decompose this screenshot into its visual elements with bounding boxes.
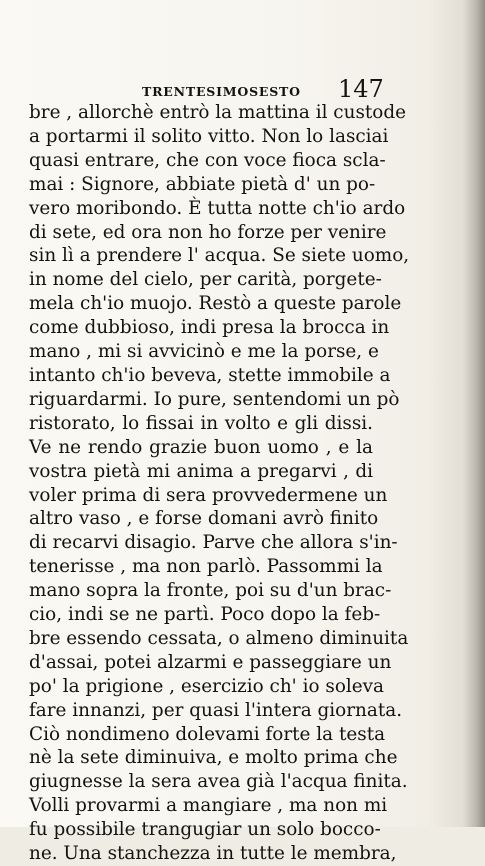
- text-line: tenerisse , ma non parlò. Passommi la: [29, 556, 383, 578]
- text-line: mano , mi si avvicinò e me la porse, e: [29, 341, 379, 363]
- text-line: quasi entrare, che con voce fioca scla-: [29, 149, 386, 171]
- text-line: ristorato, lo fissai in volto e gli dissi.: [29, 412, 373, 434]
- running-head: TRENTESIMOSESTO: [142, 84, 301, 99]
- text-line: in nome del cielo, per carità, porgete-: [29, 269, 382, 291]
- page-number: 147: [338, 75, 384, 103]
- text-line: altro vaso , e forse domani avrò finito: [29, 508, 379, 530]
- text-line: voler prima di sera provvedermene un: [29, 484, 388, 506]
- text-line: d'assai, potei alzarmi e passeggiare un: [29, 651, 392, 673]
- text-line: Ve ne rendo grazie buon uomo , e la: [29, 436, 373, 458]
- text-line: bre , allorchè entrò la mattina il custode: [29, 102, 406, 123]
- text-line: riguardarmi. Io pure, sentendomi un pò: [29, 388, 400, 410]
- text-line: nè la sete diminuiva, e molto prima che: [29, 747, 398, 769]
- text-line: ne. Una stanchezza in tutte le membra,: [29, 843, 397, 865]
- text-line: mela ch'io muojo. Restò a queste parole: [29, 293, 402, 315]
- text-line: come dubbioso, indi presa la brocca in: [29, 317, 390, 339]
- text-line: giugnesse la sera avea già l'acqua finita.: [29, 771, 408, 793]
- text-line: vero moribondo. È tutta notte ch'io ardo: [29, 197, 406, 219]
- text-line: di recarvi disagio. Parve che allora s'in-: [29, 532, 398, 554]
- text-line: Ciò nondimeno dolevami forte la testa: [29, 723, 386, 745]
- page-edge-shadow: [463, 0, 485, 827]
- body-text: [29, 101, 410, 866]
- text-line: intanto ch'io beveva, stette immobile a: [29, 364, 391, 386]
- text-line: sin lì a prendere l' acqua. Se siete uomo,: [29, 245, 410, 267]
- text-line: po' la prigione , esercizio ch' io soleva: [29, 675, 385, 697]
- text-line: mano sopra la fronte, poi su d'un brac-: [29, 580, 392, 602]
- text-line: cio, indi se ne partì. Poco dopo la feb-: [29, 604, 381, 626]
- text-line: di sete, ed ora non ho forze per venire: [29, 221, 387, 243]
- text-line: mai : Signore, abbiate pietà d' un po-: [29, 173, 376, 195]
- text-line: bre essendo cessata, o almeno diminuita: [29, 627, 409, 649]
- text-line: Volli provarmi a mangiare , ma non mi: [29, 795, 388, 817]
- text-line: vostra pietà mi anima a pregarvi , di: [29, 460, 373, 482]
- text-line: fu possibile trangugiar un solo bocco-: [29, 819, 381, 841]
- text-line: fare innanzi, per quasi l'intera giornata.: [29, 699, 403, 721]
- text-line: a portarmi il solito vitto. Non lo lasciai: [29, 125, 389, 147]
